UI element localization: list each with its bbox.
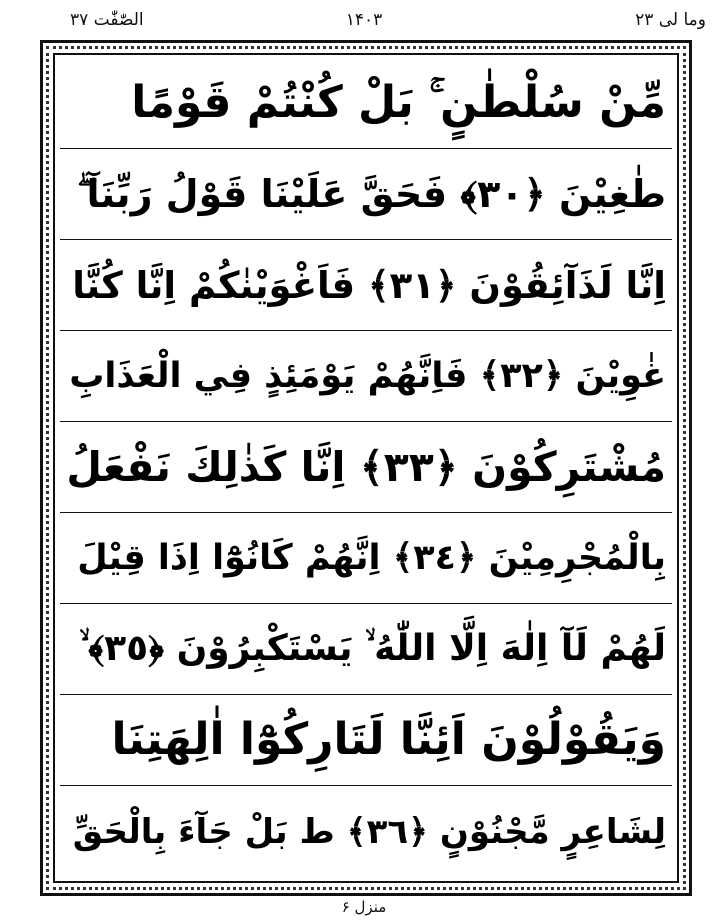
line-text: وَيَقُوْلُوْنَ اَئِنَّا لَتَارِكُوْٓا اٰلِهَتِنَا	[111, 714, 666, 765]
surah-label: الصّٰفّٰت ۳۷	[70, 10, 144, 30]
text-line	[60, 422, 672, 513]
text-line	[60, 786, 672, 877]
line-text: مِّنْ سُلْطٰنٍ ۚ بَلْ كُنْتُمْ قَوْمًا	[131, 77, 666, 128]
text-line	[60, 58, 672, 149]
text-line	[60, 331, 672, 422]
line-text: لَهُمْ لَآ اِلٰهَ اِلَّا اللّٰهُ ۙ يَسْتَكْبِرُوْنَ ﴿٣٥﴾ ۙ	[79, 628, 666, 669]
line-text: لِشَاعِرٍ مَّجْنُوْنٍ ﴿٣٦﴾ ط بَلْ جَآءَ بِالْحَقِّ	[72, 811, 666, 852]
manzil-label: منزل ۶	[341, 898, 387, 916]
verse-text-area	[60, 58, 672, 878]
page-number: ۱۴۰۳	[345, 10, 383, 30]
text-line	[60, 604, 672, 695]
text-line	[60, 149, 672, 240]
line-text: اِنَّا لَذَآئِقُوْنَ ﴿٣١﴾ فَاَغْوَيْنٰكُمْ اِنَّا كُنَّا	[72, 263, 666, 307]
line-text: مُشْتَرِكُوْنَ ﴿٣٣﴾ اِنَّا كَذٰلِكَ نَفْعَلُ	[66, 442, 666, 491]
text-line	[60, 695, 672, 786]
text-line	[60, 513, 672, 604]
para-label: وما لی ۲۳	[635, 10, 706, 30]
line-text: بِالْمُجْرِمِيْنَ ﴿٣٤﴾ اِنَّهُمْ كَانُوْٓا اِذَا قِيْلَ	[77, 537, 666, 578]
text-line	[60, 240, 672, 331]
line-text: غٰوِيْنَ ﴿٣٢﴾ فَاِنَّهُمْ يَوْمَئِذٍ فِي الْعَذَابِ	[69, 355, 666, 396]
page-header	[0, 4, 728, 40]
line-text: طٰغِيْنَ ﴿٣٠﴾ فَحَقَّ عَلَيْنَا قَوْلُ رَبِّنَآ ۖ	[77, 172, 666, 216]
